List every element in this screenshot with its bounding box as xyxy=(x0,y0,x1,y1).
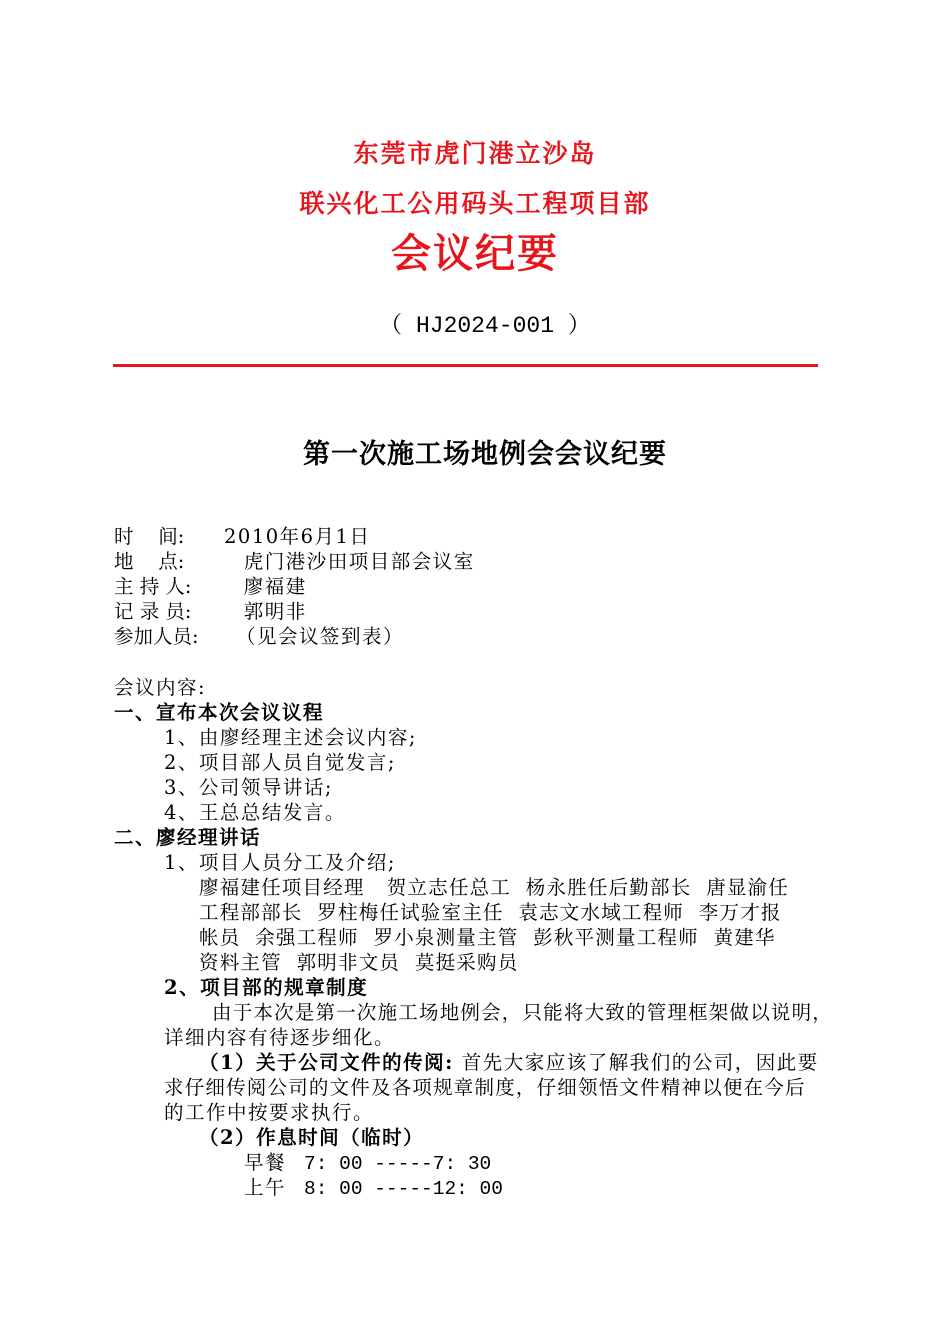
info-place-label: 地 点: xyxy=(114,550,185,573)
info-recorder-label: 记 录 员: xyxy=(114,600,192,623)
staff-line: 廖福建任项目经理 贺立志任总工 杨永胜任后勤部长 唐显渝任 xyxy=(199,876,789,899)
schedule-time: 8: 00 -----12: 00 xyxy=(304,1178,503,1200)
info-recorder xyxy=(114,599,307,624)
info-time-label: 时 间: xyxy=(114,525,185,548)
header-organization-line1: 东莞市虎门港立沙岛 xyxy=(353,139,597,168)
item1-title: （1）关于公司文件的传阅: xyxy=(199,1051,454,1074)
item1-text: 首先大家应该了解我们的公司，因此要 xyxy=(461,1051,819,1074)
content-label: 会议内容: xyxy=(114,676,207,699)
section1-item: 4、王总总结发言。 xyxy=(164,801,346,824)
info-attendees xyxy=(114,624,404,649)
info-attendees-label: 参加人员: xyxy=(114,625,199,648)
header-organization-line2: 联兴化工公用码头工程项目部 xyxy=(299,189,651,218)
info-recorder-value: 郭明非 xyxy=(236,600,307,623)
meeting-title: 第一次施工场地例会会议纪要 xyxy=(303,439,667,470)
staff-line: 帐员 余强工程师 罗小泉测量主管 彭秋平测量工程师 黄建华 xyxy=(199,926,776,949)
info-host-label: 主 持 人: xyxy=(114,575,192,598)
item2-title: （2）作息时间（临时） xyxy=(199,1126,425,1149)
section2-sub1-title: 1、项目人员分工及介绍; xyxy=(164,851,396,874)
section2-title: 二、廖经理讲话 xyxy=(114,826,262,849)
info-time xyxy=(114,524,370,549)
schedule-label: 上午 xyxy=(244,1176,287,1199)
info-host-value: 廖福建 xyxy=(236,575,307,598)
info-time-value: 2010年6月1日 xyxy=(224,525,371,548)
rules-paragraph-line: 详细内容有待逐步细化。 xyxy=(164,1026,396,1049)
section2-sub2-title: 2、项目部的规章制度 xyxy=(164,976,369,999)
rules-paragraph-line: 由于本次是第一次施工场地例会，只能将大致的管理框架做以说明， xyxy=(212,1001,834,1024)
item1-line: 求仔细传阅公司的文件及各项规章制度，仔细领悟文件精神以便在今后 xyxy=(164,1076,806,1099)
item1-line: 的工作中按要求执行。 xyxy=(164,1101,375,1124)
schedule-time: 7: 00 -----7: 30 xyxy=(304,1153,492,1175)
info-attendees-value: （见会议签到表） xyxy=(236,625,405,648)
section1-item: 2、项目部人员自觉发言; xyxy=(164,751,396,774)
schedule-row xyxy=(244,1175,503,1202)
staff-line: 资料主管 郭明非文员 莫挺采购员 xyxy=(199,951,519,974)
schedule-label: 早餐 xyxy=(244,1151,287,1174)
document-number: （ HJ2024-001 ） xyxy=(379,313,591,339)
document-type-title: 会议纪要 xyxy=(391,230,559,277)
section1-item: 3、公司领导讲话; xyxy=(164,776,333,799)
section1-item: 1、由廖经理主述会议内容; xyxy=(164,726,417,749)
header-divider xyxy=(113,364,818,367)
item1-line xyxy=(199,1050,819,1075)
schedule-row xyxy=(244,1150,491,1177)
info-place-value: 虎门港沙田项目部会议室 xyxy=(236,550,475,573)
staff-line: 工程部部长 罗柱梅任试验室主任 袁志文水域工程师 李万才报 xyxy=(199,901,782,924)
info-host xyxy=(114,574,307,599)
section1-title: 一、宣布本次会议议程 xyxy=(114,701,325,724)
info-place xyxy=(114,549,475,574)
